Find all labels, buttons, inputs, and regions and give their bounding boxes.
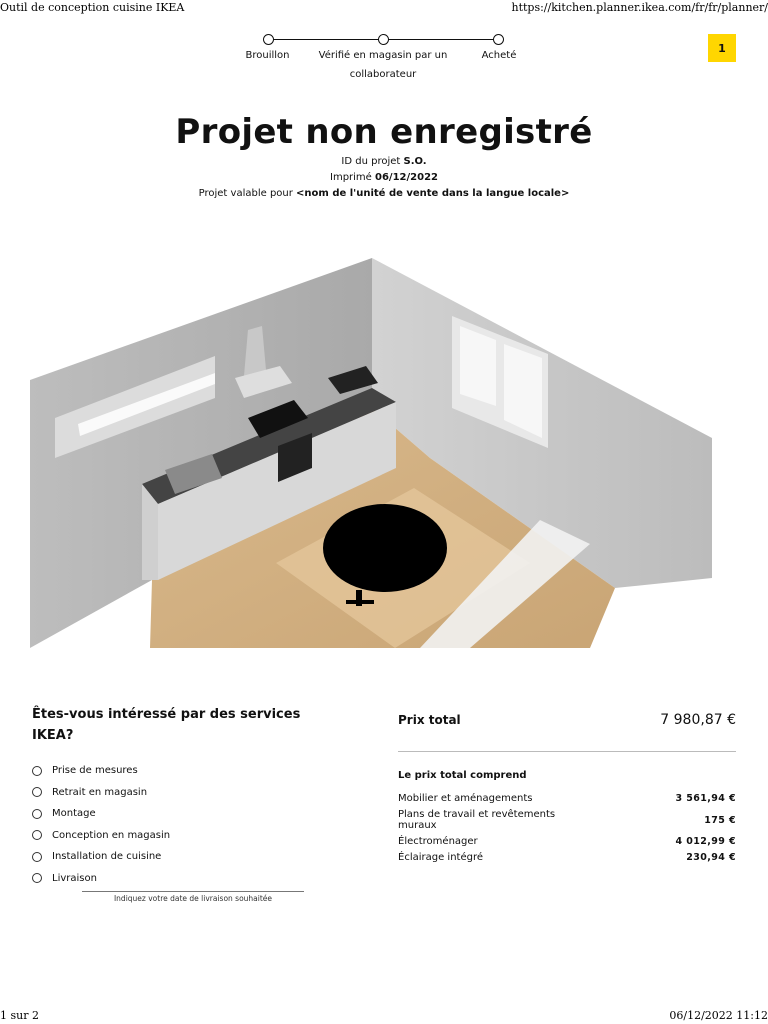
radio-icon[interactable]	[32, 830, 42, 840]
page-url: https://kitchen.planner.ikea.com/fr/fr/planner/	[511, 0, 768, 14]
status-timeline	[230, 32, 530, 92]
price-row	[398, 793, 736, 804]
valid-value: <nom de l'unité de vente dans la langue locale>	[296, 188, 570, 199]
total-price-value: 7 980,87 €	[660, 712, 736, 728]
price-row-value: 175 €	[704, 814, 736, 826]
print-header	[0, 0, 768, 14]
valid-label: Projet valable pour	[198, 188, 293, 199]
price-row-value: 3 561,94 €	[675, 793, 736, 804]
printed-label: Imprimé	[330, 172, 372, 183]
price-row-label: Électroménager	[398, 836, 478, 847]
services-title: Êtes-vous intéressé par des services IKEA?	[32, 707, 301, 743]
price-section	[398, 706, 736, 868]
service-option-installation[interactable]	[32, 846, 322, 868]
price-row	[398, 836, 736, 847]
print-datetime: 06/12/2022 11:12	[669, 1008, 768, 1022]
service-label: Retrait en magasin	[52, 786, 148, 798]
service-option-measurement[interactable]	[32, 760, 322, 782]
project-header	[0, 112, 768, 202]
print-footer	[0, 1008, 768, 1022]
radio-icon[interactable]	[32, 852, 42, 862]
price-row-label: Plans de travail et revêtements muraux	[398, 809, 556, 831]
printed-line	[0, 170, 768, 186]
timeline-step-draft: Brouillon	[245, 50, 290, 61]
service-option-design[interactable]	[32, 825, 322, 847]
price-row	[398, 809, 736, 831]
total-price-label: Prix total	[398, 713, 461, 727]
service-option-delivery[interactable]	[32, 868, 322, 890]
project-id-value: S.O.	[403, 156, 427, 167]
service-option-pickup[interactable]	[32, 782, 322, 804]
kitchen-3d-render	[30, 258, 742, 648]
project-id-label: ID du projet	[341, 156, 401, 167]
radio-icon[interactable]	[32, 766, 42, 776]
page-counter: 1 sur 2	[0, 1008, 39, 1022]
timeline-dot-verified	[378, 34, 389, 45]
service-label: Livraison	[52, 872, 97, 884]
timeline-step-verified: Vérifié en magasin par un collaborateur	[318, 50, 448, 80]
printed-date: 06/12/2022	[375, 172, 438, 183]
radio-icon[interactable]	[32, 787, 42, 797]
timeline-dot-purchased	[493, 34, 504, 45]
page-badge: 1	[708, 34, 736, 62]
price-row-value: 230,94 €	[686, 852, 736, 863]
price-row	[398, 852, 736, 863]
valid-line	[0, 186, 768, 202]
service-option-assembly[interactable]	[32, 803, 322, 825]
price-row-label: Éclairage intégré	[398, 852, 483, 863]
price-row-label: Mobilier et aménagements	[398, 793, 533, 804]
radio-icon[interactable]	[32, 809, 42, 819]
delivery-date-field[interactable]	[82, 891, 304, 892]
service-label: Montage	[52, 808, 96, 820]
timeline-dot-draft	[263, 34, 274, 45]
total-price-row	[398, 706, 736, 752]
project-title: Projet non enregistré	[175, 112, 593, 152]
service-label: Prise de mesures	[52, 765, 138, 777]
price-breakdown-title: Le prix total comprend	[398, 770, 527, 781]
services-section	[32, 704, 322, 903]
delivery-date-hint: Indiquez votre date de livraison souhaitée	[113, 894, 273, 903]
price-row-value: 4 012,99 €	[675, 836, 736, 847]
project-id-line	[0, 154, 768, 170]
timeline-step-purchased: Acheté	[481, 50, 517, 61]
radio-icon[interactable]	[32, 873, 42, 883]
service-label: Installation de cuisine	[52, 851, 162, 863]
service-label: Conception en magasin	[52, 829, 171, 841]
page-title: Outil de conception cuisine IKEA	[0, 0, 185, 14]
